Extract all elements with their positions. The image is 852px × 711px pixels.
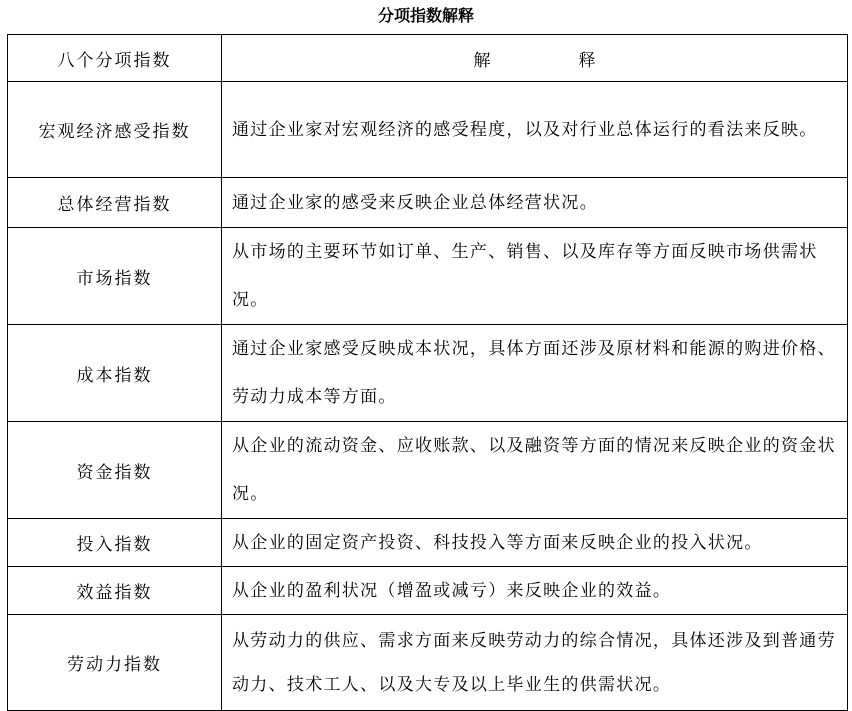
table-row: [8, 422, 848, 519]
table-row: [8, 325, 848, 422]
table-row: [8, 82, 848, 178]
index-description: 从企业的流动资金、应收账款、以及融资等方面的情况来反映企业的资金状况。: [222, 422, 848, 519]
table-row: [8, 615, 848, 711]
table-title: 分项指数解释: [377, 6, 474, 25]
index-name: 资金指数: [8, 422, 222, 519]
index-name: 劳动力指数: [8, 615, 222, 711]
index-table: [7, 34, 848, 711]
index-name: 投入指数: [8, 519, 222, 567]
index-name: 宏观经济感受指数: [8, 82, 222, 178]
header-explanation: [222, 35, 848, 82]
index-name: 总体经营指数: [8, 178, 222, 228]
table-header-row: [8, 35, 848, 82]
index-name: 成本指数: [8, 325, 222, 422]
table-row: [8, 228, 848, 325]
table-row: [8, 519, 848, 567]
header-index-name: 八个分项指数: [8, 35, 222, 82]
table-row: [8, 567, 848, 615]
index-name: 市场指数: [8, 228, 222, 325]
index-description: 从企业的盈利状况（增盈或减亏）来反映企业的效益。: [222, 567, 848, 615]
index-description: 通过企业家的感受来反映企业总体经营状况。: [222, 178, 848, 228]
index-description: 通过企业家感受反映成本状况，具体方面还涉及原材料和能源的购进价格、劳动力成本等方面。: [222, 325, 848, 422]
index-description: 通过企业家对宏观经济的感受程度，以及对行业总体运行的看法来反映。: [222, 82, 848, 178]
header-explanation-char-2: 释: [578, 50, 596, 71]
index-description: 从劳动力的供应、需求方面来反映劳动力的综合情况，具体还涉及到普通劳动力、技术工人、以及大专及以上毕业生的供需状况。: [222, 615, 848, 711]
index-description: 从企业的固定资产投资、科技投入等方面来反映企业的投入状况。: [222, 519, 848, 567]
table-row: [8, 178, 848, 228]
index-description: 从市场的主要环节如订单、生产、销售、以及库存等方面反映市场供需状况。: [222, 228, 848, 325]
index-name: 效益指数: [8, 567, 222, 615]
header-explanation-char-1: 解: [473, 50, 491, 71]
